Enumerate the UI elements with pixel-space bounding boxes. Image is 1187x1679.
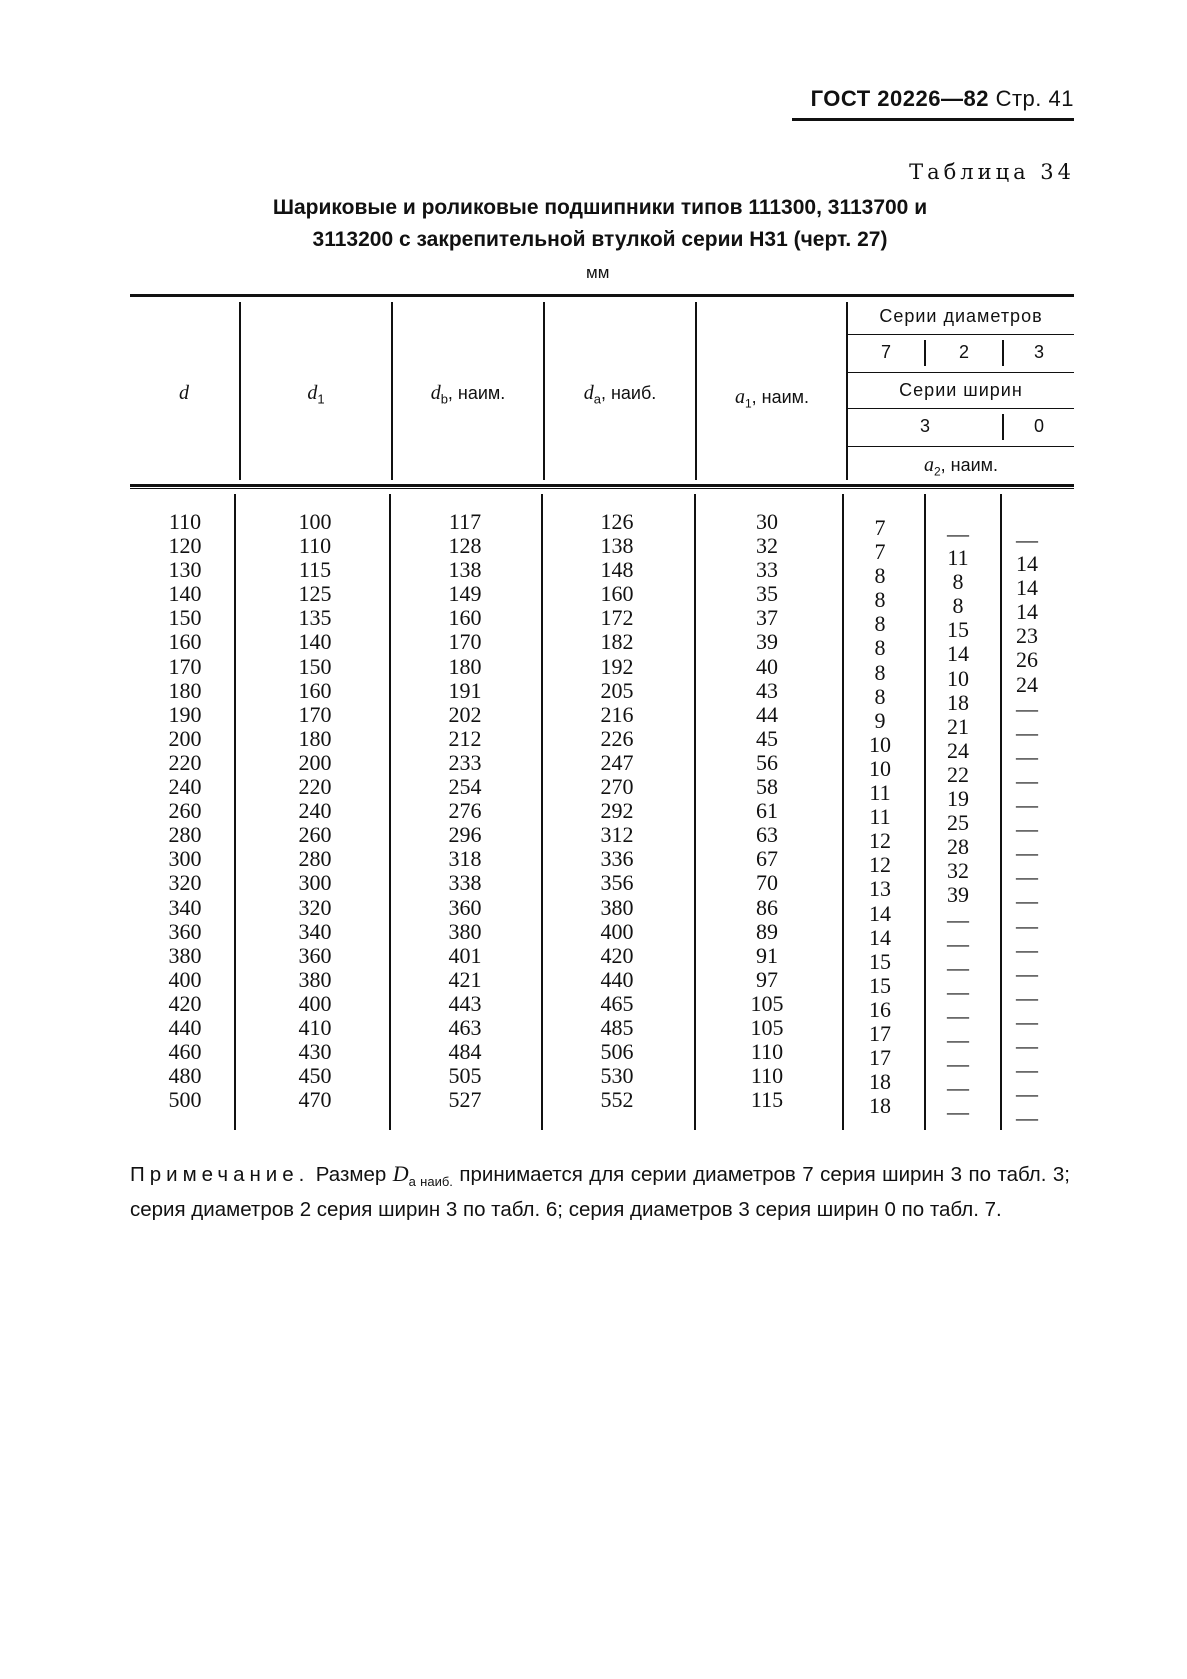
page-header xyxy=(811,86,1074,112)
body-vrule-5 xyxy=(842,494,844,1130)
table-cell: 233 xyxy=(448,749,482,775)
table-cell: 220 xyxy=(298,774,332,800)
table-cell: 56 xyxy=(756,749,778,775)
table-cell: 380 xyxy=(168,942,202,968)
table-cell: 135 xyxy=(298,605,332,631)
table-cell: 360 xyxy=(448,894,482,920)
table-cell: 170 xyxy=(448,629,482,655)
table-cell: 40 xyxy=(756,653,778,679)
table-cell: 312 xyxy=(600,822,634,848)
table-cell: 25 xyxy=(947,810,969,836)
table-cell: 240 xyxy=(298,798,332,824)
table-title-line1: Шариковые и роликовые подшипники типов 111300, 3113700 и xyxy=(272,196,928,219)
table-cell: 70 xyxy=(756,870,778,896)
width-series-header: Серии ширин xyxy=(899,380,1023,400)
table-cell: 280 xyxy=(298,846,332,872)
table-cell: — xyxy=(1016,960,1038,986)
table-cell: 160 xyxy=(448,605,482,631)
table-cell: 110 xyxy=(298,533,332,559)
table-cell: 30 xyxy=(756,509,778,534)
table-cell: 15 xyxy=(869,948,891,974)
table-cell: 149 xyxy=(448,581,482,607)
table-cell: 254 xyxy=(448,774,482,800)
table-cell: 296 xyxy=(448,822,482,848)
table-cell: — xyxy=(947,930,969,956)
table-cell: — xyxy=(1016,984,1038,1010)
table-top-rule xyxy=(130,294,1074,297)
table-cell: 39 xyxy=(756,629,778,655)
table-cell: 8 xyxy=(952,593,964,619)
table-cell: 202 xyxy=(448,701,482,727)
column-d xyxy=(140,510,230,1112)
table-cell: 160 xyxy=(298,677,332,703)
table-cell: 140 xyxy=(298,629,332,655)
table-cell: 220 xyxy=(168,749,202,775)
table-cell: 120 xyxy=(168,533,202,559)
table-cell: 200 xyxy=(168,725,202,751)
table-cell: 125 xyxy=(298,581,332,607)
col-header-d: d xyxy=(179,382,189,404)
table-cell: 430 xyxy=(298,1039,332,1065)
table-cell: 37 xyxy=(756,605,778,631)
table-cell: 200 xyxy=(298,749,332,775)
column-da xyxy=(572,510,662,1112)
table-cell: 552 xyxy=(600,1087,634,1113)
table-cell: 100 xyxy=(298,509,332,534)
table-cell: 26 xyxy=(1016,647,1038,673)
width-series-0: 0 xyxy=(1033,416,1044,436)
table-cell: 18 xyxy=(869,1093,891,1119)
table-cell: 12 xyxy=(869,852,891,878)
table-cell: — xyxy=(1016,864,1038,890)
table-cell: — xyxy=(1016,719,1038,745)
diameter-series-7: 7 xyxy=(880,342,891,362)
table-cell: 463 xyxy=(448,1014,482,1040)
table-cell: — xyxy=(1016,1008,1038,1034)
table-cell: 16 xyxy=(869,996,891,1022)
table-cell: 410 xyxy=(298,1014,332,1040)
table-cell: 23 xyxy=(1016,623,1038,649)
table-cell: 170 xyxy=(298,701,332,727)
table-cell: 17 xyxy=(869,1045,891,1071)
table-cell: 191 xyxy=(448,677,482,703)
table-cell: 44 xyxy=(756,701,778,727)
table-cell: 67 xyxy=(756,846,778,872)
table-cell: 420 xyxy=(600,942,634,968)
table-cell: 180 xyxy=(298,725,332,751)
header-subrule-3 xyxy=(848,408,1074,409)
table-cell: 485 xyxy=(600,1014,634,1040)
table-cell: 18 xyxy=(947,689,969,715)
body-vrule-4 xyxy=(694,494,696,1130)
table-cell: 470 xyxy=(298,1087,332,1113)
table-cell: 530 xyxy=(600,1063,634,1089)
table-cell: 400 xyxy=(168,966,202,992)
table-cell: 160 xyxy=(168,629,202,655)
table-cell: 148 xyxy=(600,557,634,583)
table-cell: 61 xyxy=(756,798,778,824)
table-cell: 130 xyxy=(168,557,202,583)
table-cell: 138 xyxy=(448,557,482,583)
table-cell: 35 xyxy=(756,581,778,607)
table-cell: 10 xyxy=(869,755,891,781)
col-header-db: $d_b$, наим. xyxy=(430,382,506,407)
table-cell: 380 xyxy=(448,918,482,944)
table-cell: 86 xyxy=(756,894,778,920)
table-cell: 318 xyxy=(448,846,482,872)
table-cell: — xyxy=(947,954,969,980)
table-cell: 360 xyxy=(298,942,332,968)
table-cell: 28 xyxy=(947,834,969,860)
table-cell: 43 xyxy=(756,677,778,703)
diameter-series-3: 3 xyxy=(1033,342,1044,362)
table-cell: — xyxy=(947,1002,969,1028)
table-cell: 276 xyxy=(448,798,482,824)
body-vrule-6 xyxy=(924,494,926,1130)
table-cell: 110 xyxy=(168,509,202,534)
table-cell: 170 xyxy=(168,653,202,679)
header-rule xyxy=(792,118,1074,121)
table-cell: — xyxy=(1016,1081,1038,1107)
table-note: Примечание. Размер $D_{a наиб.}$ принимается для серии диаметров 7 серия ширин 3 по табл. 3; серия диаметров 2 серия ширин 3 по табл. 6; серия диаметров 3 серия ширин 0 по табл. 7. xyxy=(130,1161,1071,1222)
table-cell: 115 xyxy=(750,1087,784,1113)
table-cell: 190 xyxy=(168,701,202,727)
table-cell: 97 xyxy=(756,966,778,992)
table-cell: 91 xyxy=(756,942,778,968)
header-subrule-4 xyxy=(848,446,1074,447)
table-cell: 527 xyxy=(448,1087,482,1113)
table-cell: 338 xyxy=(448,870,482,896)
table-cell: 10 xyxy=(869,731,891,757)
table-cell: 105 xyxy=(750,1014,784,1040)
table-cell: 380 xyxy=(298,966,332,992)
table-cell: 7 xyxy=(874,515,886,540)
table-cell: 443 xyxy=(448,990,482,1016)
table-cell: 14 xyxy=(947,641,969,667)
table-cell: — xyxy=(1016,936,1038,962)
table-cell: 63 xyxy=(756,822,778,848)
table-cell: 45 xyxy=(756,725,778,751)
table-cell: 14 xyxy=(1016,599,1038,625)
table-cell: 300 xyxy=(298,870,332,896)
table-cell: 17 xyxy=(869,1020,891,1046)
table-cell: 320 xyxy=(298,894,332,920)
table-cell: 14 xyxy=(869,900,891,926)
table-title-line2: 3113200 с закрепительной втулкой серии H31 (черт. 27) xyxy=(312,228,888,251)
table-cell: 480 xyxy=(168,1063,202,1089)
table-title xyxy=(160,192,1040,256)
table-cell: — xyxy=(1016,527,1038,552)
table-cell: 505 xyxy=(448,1063,482,1089)
table-cell: 226 xyxy=(600,725,634,751)
table-cell: 18 xyxy=(869,1069,891,1095)
column-d1 xyxy=(270,510,360,1112)
table-cell: 8 xyxy=(952,569,964,595)
table-cell: 12 xyxy=(869,828,891,854)
table-cell: — xyxy=(947,1051,969,1077)
table-cell: 180 xyxy=(168,677,202,703)
column-a1 xyxy=(722,510,812,1112)
table-cell: 13 xyxy=(869,876,891,902)
col-header-a1: $a_1$, наим. xyxy=(734,386,810,411)
column-a2-2 xyxy=(928,522,988,1124)
table-cell: 21 xyxy=(947,713,969,739)
table-cell: 500 xyxy=(168,1087,202,1113)
width-series-3: 3 xyxy=(919,416,930,436)
table-cell: — xyxy=(1016,1032,1038,1058)
table-cell: — xyxy=(947,1026,969,1052)
table-cell: 22 xyxy=(947,761,969,787)
table-cell: 32 xyxy=(947,858,969,884)
table-cell: 128 xyxy=(448,533,482,559)
table-cell: 14 xyxy=(1016,551,1038,577)
table-cell: 180 xyxy=(448,653,482,679)
table-cell: 421 xyxy=(448,966,482,992)
table-cell: 340 xyxy=(168,894,202,920)
table-cell: 126 xyxy=(600,509,634,534)
table-cell: 15 xyxy=(947,617,969,643)
table-cell: 8 xyxy=(874,683,886,709)
table-cell: 110 xyxy=(750,1039,784,1065)
page-number: Стр. 41 xyxy=(995,86,1074,111)
table-cell: 8 xyxy=(874,611,886,637)
table-cell: 356 xyxy=(600,870,634,896)
table-cell: 19 xyxy=(947,786,969,812)
table-cell: — xyxy=(1016,840,1038,866)
table-cell: — xyxy=(1016,816,1038,842)
table-cell: 172 xyxy=(600,605,634,631)
unit-label: мм xyxy=(586,263,610,282)
table-cell: 450 xyxy=(298,1063,332,1089)
table-cell: 247 xyxy=(600,749,634,775)
table-cell: 182 xyxy=(600,629,634,655)
table-cell: 11 xyxy=(869,804,891,830)
table-cell: — xyxy=(947,1075,969,1101)
table-cell: 8 xyxy=(874,563,886,589)
table-cell: 140 xyxy=(168,581,202,607)
table-cell: 260 xyxy=(298,822,332,848)
table-cell: 336 xyxy=(600,846,634,872)
table-cell: 117 xyxy=(448,509,482,534)
table-cell: 160 xyxy=(600,581,634,607)
table-cell: — xyxy=(1016,695,1038,721)
table-cell: 300 xyxy=(168,846,202,872)
table-cell: 360 xyxy=(168,918,202,944)
table-cell: 32 xyxy=(756,533,778,559)
table-cell: 24 xyxy=(1016,671,1038,697)
table-cell: — xyxy=(947,906,969,932)
table-cell: 240 xyxy=(168,774,202,800)
table-cell: 8 xyxy=(874,587,886,613)
table-cell: 400 xyxy=(600,918,634,944)
table-cell: 401 xyxy=(448,942,482,968)
table-cell: — xyxy=(947,521,969,546)
table-cell: 260 xyxy=(168,798,202,824)
table-cell: 14 xyxy=(869,924,891,950)
table-cell: 105 xyxy=(750,990,784,1016)
table-cell: — xyxy=(1016,743,1038,769)
table-cell: 465 xyxy=(600,990,634,1016)
body-vrule-3 xyxy=(541,494,543,1130)
table-cell: — xyxy=(1016,1105,1038,1131)
table-cell: 292 xyxy=(600,798,634,824)
table-cell: 33 xyxy=(756,557,778,583)
table-cell: — xyxy=(1016,1057,1038,1083)
table-cell: 440 xyxy=(168,1014,202,1040)
table-cell: 400 xyxy=(298,990,332,1016)
col-header-a2: $a_2$, наим. xyxy=(923,454,999,479)
header-subrule-1 xyxy=(848,334,1074,335)
table-cell: 110 xyxy=(750,1063,784,1089)
table-cell: 320 xyxy=(168,870,202,896)
table-cell: 340 xyxy=(298,918,332,944)
table-cell: 89 xyxy=(756,918,778,944)
table-cell: 11 xyxy=(947,545,969,571)
table-cell: 7 xyxy=(874,539,886,565)
table-cell: 380 xyxy=(600,894,634,920)
table-cell: 39 xyxy=(947,882,969,908)
table-cell: 150 xyxy=(298,653,332,679)
table-cell: 506 xyxy=(600,1039,634,1065)
table-label: Таблица 34 xyxy=(909,160,1075,184)
column-a2-7 xyxy=(850,516,910,1118)
table-cell: 212 xyxy=(448,725,482,751)
header-subrule-2 xyxy=(848,372,1074,373)
table-cell: 150 xyxy=(168,605,202,631)
table-cell: — xyxy=(1016,792,1038,818)
table-cell: 192 xyxy=(600,653,634,679)
note-lead: Примечание. xyxy=(130,1163,310,1186)
table-header-rule xyxy=(130,484,1074,487)
table-cell: — xyxy=(947,978,969,1004)
table-cell: 280 xyxy=(168,822,202,848)
table-cell: 11 xyxy=(869,780,891,806)
table-cell: — xyxy=(947,1099,969,1125)
table-cell: 9 xyxy=(874,707,886,733)
table-cell: 420 xyxy=(168,990,202,1016)
table-cell: 14 xyxy=(1016,575,1038,601)
table-cell: 10 xyxy=(947,665,969,691)
body-vrule-2 xyxy=(389,494,391,1130)
table-cell: — xyxy=(1016,767,1038,793)
table-cell: — xyxy=(1016,888,1038,914)
diameter-series-header: Серии диаметров xyxy=(879,306,1043,326)
diameter-series-2: 2 xyxy=(958,342,969,362)
table-cell: 270 xyxy=(600,774,634,800)
standard-number: ГОСТ 20226—82 xyxy=(810,86,989,111)
table-cell: 115 xyxy=(298,557,332,583)
table-cell: 460 xyxy=(168,1039,202,1065)
body-vrule-1 xyxy=(234,494,236,1130)
column-a2-3 xyxy=(1000,528,1054,1130)
table-cell: 484 xyxy=(448,1039,482,1065)
column-db xyxy=(420,510,510,1112)
table-cell: 8 xyxy=(874,659,886,685)
col-header-d1: $d_1$ xyxy=(307,382,325,407)
table-cell: 8 xyxy=(874,635,886,661)
table-cell: 58 xyxy=(756,774,778,800)
col-header-da: $d_a$, наиб. xyxy=(583,382,657,407)
table-cell: — xyxy=(1016,912,1038,938)
table-cell: 15 xyxy=(869,972,891,998)
table-cell: 138 xyxy=(600,533,634,559)
table-cell: 216 xyxy=(600,701,634,727)
table-header-rule-thin xyxy=(130,488,1074,489)
table-cell: 440 xyxy=(600,966,634,992)
table-cell: 205 xyxy=(600,677,634,703)
table-cell: 24 xyxy=(947,737,969,763)
